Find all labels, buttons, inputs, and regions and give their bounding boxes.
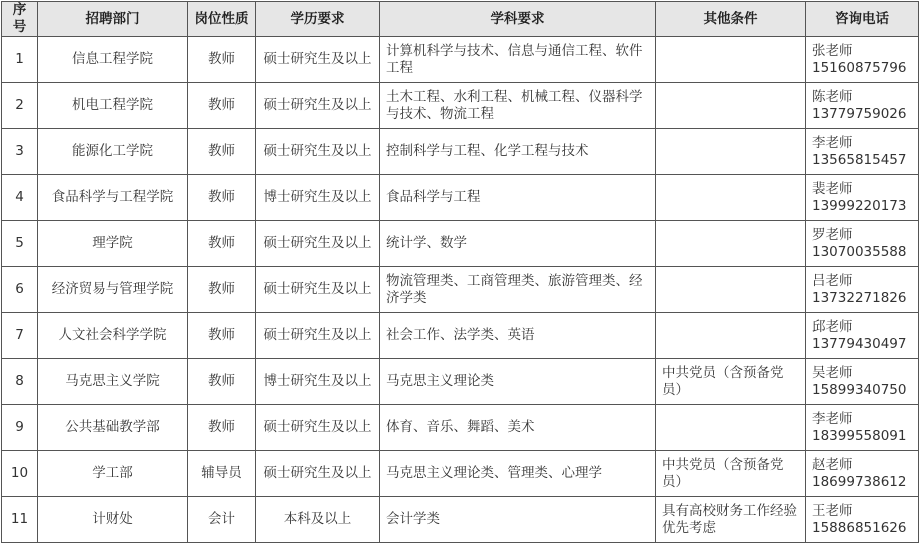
contact-name: 邱老师 (812, 318, 853, 335)
cell-seq: 1 (2, 37, 38, 83)
contact-name: 吴老师 (812, 364, 853, 381)
table-row (2, 83, 919, 129)
header-contact: 咨询电话 (806, 2, 919, 37)
cell-subject: 马克思主义理论类 (380, 359, 656, 405)
cell-edu: 硕士研究生及以上 (256, 129, 380, 175)
cell-seq: 5 (2, 221, 38, 267)
contact-phone: 18399558091 (812, 427, 907, 444)
contact-phone: 13732271826 (812, 289, 907, 306)
cell-contact (806, 497, 919, 543)
contact-name: 吕老师 (812, 272, 853, 289)
cell-other (656, 313, 806, 359)
cell-subject: 计算机科学与技术、信息与通信工程、软件工程 (380, 37, 656, 83)
contact-phone: 13999220173 (812, 197, 907, 214)
cell-other (656, 221, 806, 267)
cell-dept: 经济贸易与管理学院 (38, 267, 188, 313)
contact-phone: 13779759026 (812, 105, 907, 122)
cell-type: 辅导员 (188, 451, 256, 497)
cell-type: 教师 (188, 359, 256, 405)
cell-type: 教师 (188, 313, 256, 359)
cell-edu: 硕士研究生及以上 (256, 221, 380, 267)
cell-other (656, 175, 806, 221)
table-row (2, 129, 919, 175)
recruitment-table (1, 1, 919, 543)
cell-dept: 理学院 (38, 221, 188, 267)
cell-subject: 控制科学与工程、化学工程与技术 (380, 129, 656, 175)
table-row (2, 313, 919, 359)
cell-subject: 会计学类 (380, 497, 656, 543)
cell-edu: 硕士研究生及以上 (256, 83, 380, 129)
cell-type: 教师 (188, 267, 256, 313)
cell-other (656, 129, 806, 175)
contact-name: 罗老师 (812, 226, 853, 243)
cell-subject: 土木工程、水利工程、机械工程、仪器科学与技术、物流工程 (380, 83, 656, 129)
cell-seq: 2 (2, 83, 38, 129)
cell-other: 具有高校财务工作经验优先考虑 (656, 497, 806, 543)
header-other: 其他条件 (656, 2, 806, 37)
cell-seq: 8 (2, 359, 38, 405)
cell-other: 中共党员（含预备党员） (656, 359, 806, 405)
contact-phone: 15160875796 (812, 59, 907, 76)
table-row (2, 497, 919, 543)
cell-dept: 人文社会科学学院 (38, 313, 188, 359)
cell-contact (806, 267, 919, 313)
cell-contact (806, 405, 919, 451)
cell-contact (806, 313, 919, 359)
cell-other (656, 267, 806, 313)
cell-contact (806, 175, 919, 221)
contact-phone: 13070035588 (812, 243, 907, 260)
header-edu: 学历要求 (256, 2, 380, 37)
cell-contact (806, 37, 919, 83)
contact-name: 张老师 (812, 42, 853, 59)
cell-edu: 博士研究生及以上 (256, 359, 380, 405)
cell-contact (806, 129, 919, 175)
table-header (2, 2, 919, 37)
table-row (2, 175, 919, 221)
cell-other (656, 37, 806, 83)
cell-edu: 硕士研究生及以上 (256, 37, 380, 83)
cell-subject: 物流管理类、工商管理类、旅游管理类、经济学类 (380, 267, 656, 313)
table-row (2, 221, 919, 267)
cell-dept: 计财处 (38, 497, 188, 543)
contact-name: 李老师 (812, 134, 853, 151)
header-dept: 招聘部门 (38, 2, 188, 37)
cell-dept: 食品科学与工程学院 (38, 175, 188, 221)
contact-name: 赵老师 (812, 456, 853, 473)
cell-edu: 硕士研究生及以上 (256, 451, 380, 497)
cell-type: 教师 (188, 175, 256, 221)
cell-seq: 10 (2, 451, 38, 497)
contact-phone: 18699738612 (812, 473, 907, 490)
contact-name: 李老师 (812, 410, 853, 427)
cell-type: 教师 (188, 83, 256, 129)
cell-seq: 3 (2, 129, 38, 175)
cell-dept: 信息工程学院 (38, 37, 188, 83)
table-row (2, 267, 919, 313)
cell-seq: 4 (2, 175, 38, 221)
cell-type: 教师 (188, 37, 256, 83)
cell-subject: 马克思主义理论类、管理类、心理学 (380, 451, 656, 497)
contact-phone: 13779430497 (812, 335, 907, 352)
recruitment-table-container (1, 1, 919, 545)
cell-type: 教师 (188, 405, 256, 451)
cell-edu: 硕士研究生及以上 (256, 313, 380, 359)
cell-type: 会计 (188, 497, 256, 543)
table-row (2, 359, 919, 405)
cell-subject: 体育、音乐、舞蹈、美术 (380, 405, 656, 451)
cell-dept: 公共基础教学部 (38, 405, 188, 451)
cell-dept: 学工部 (38, 451, 188, 497)
header-type: 岗位性质 (188, 2, 256, 37)
table-body (2, 37, 919, 543)
contact-phone: 15886851626 (812, 519, 907, 536)
table-row (2, 451, 919, 497)
cell-contact (806, 451, 919, 497)
header-seq: 序号 (2, 2, 38, 37)
cell-edu: 硕士研究生及以上 (256, 267, 380, 313)
contact-name: 王老师 (812, 502, 853, 519)
contact-name: 陈老师 (812, 88, 853, 105)
cell-dept: 机电工程学院 (38, 83, 188, 129)
cell-other (656, 83, 806, 129)
contact-phone: 13565815457 (812, 151, 907, 168)
cell-edu: 博士研究生及以上 (256, 175, 380, 221)
cell-subject: 社会工作、法学类、英语 (380, 313, 656, 359)
cell-dept: 能源化工学院 (38, 129, 188, 175)
header-row (2, 2, 919, 37)
contact-phone: 15899340750 (812, 381, 907, 398)
cell-subject: 食品科学与工程 (380, 175, 656, 221)
cell-subject: 统计学、数学 (380, 221, 656, 267)
cell-type: 教师 (188, 221, 256, 267)
cell-contact (806, 359, 919, 405)
cell-seq: 6 (2, 267, 38, 313)
header-subject: 学科要求 (380, 2, 656, 37)
cell-contact (806, 221, 919, 267)
cell-other: 中共党员（含预备党员） (656, 451, 806, 497)
cell-edu: 本科及以上 (256, 497, 380, 543)
table-row (2, 405, 919, 451)
cell-contact (806, 83, 919, 129)
cell-other (656, 405, 806, 451)
cell-seq: 9 (2, 405, 38, 451)
cell-edu: 硕士研究生及以上 (256, 405, 380, 451)
table-row (2, 37, 919, 83)
contact-name: 裴老师 (812, 180, 853, 197)
cell-type: 教师 (188, 129, 256, 175)
cell-seq: 11 (2, 497, 38, 543)
cell-dept: 马克思主义学院 (38, 359, 188, 405)
cell-seq: 7 (2, 313, 38, 359)
